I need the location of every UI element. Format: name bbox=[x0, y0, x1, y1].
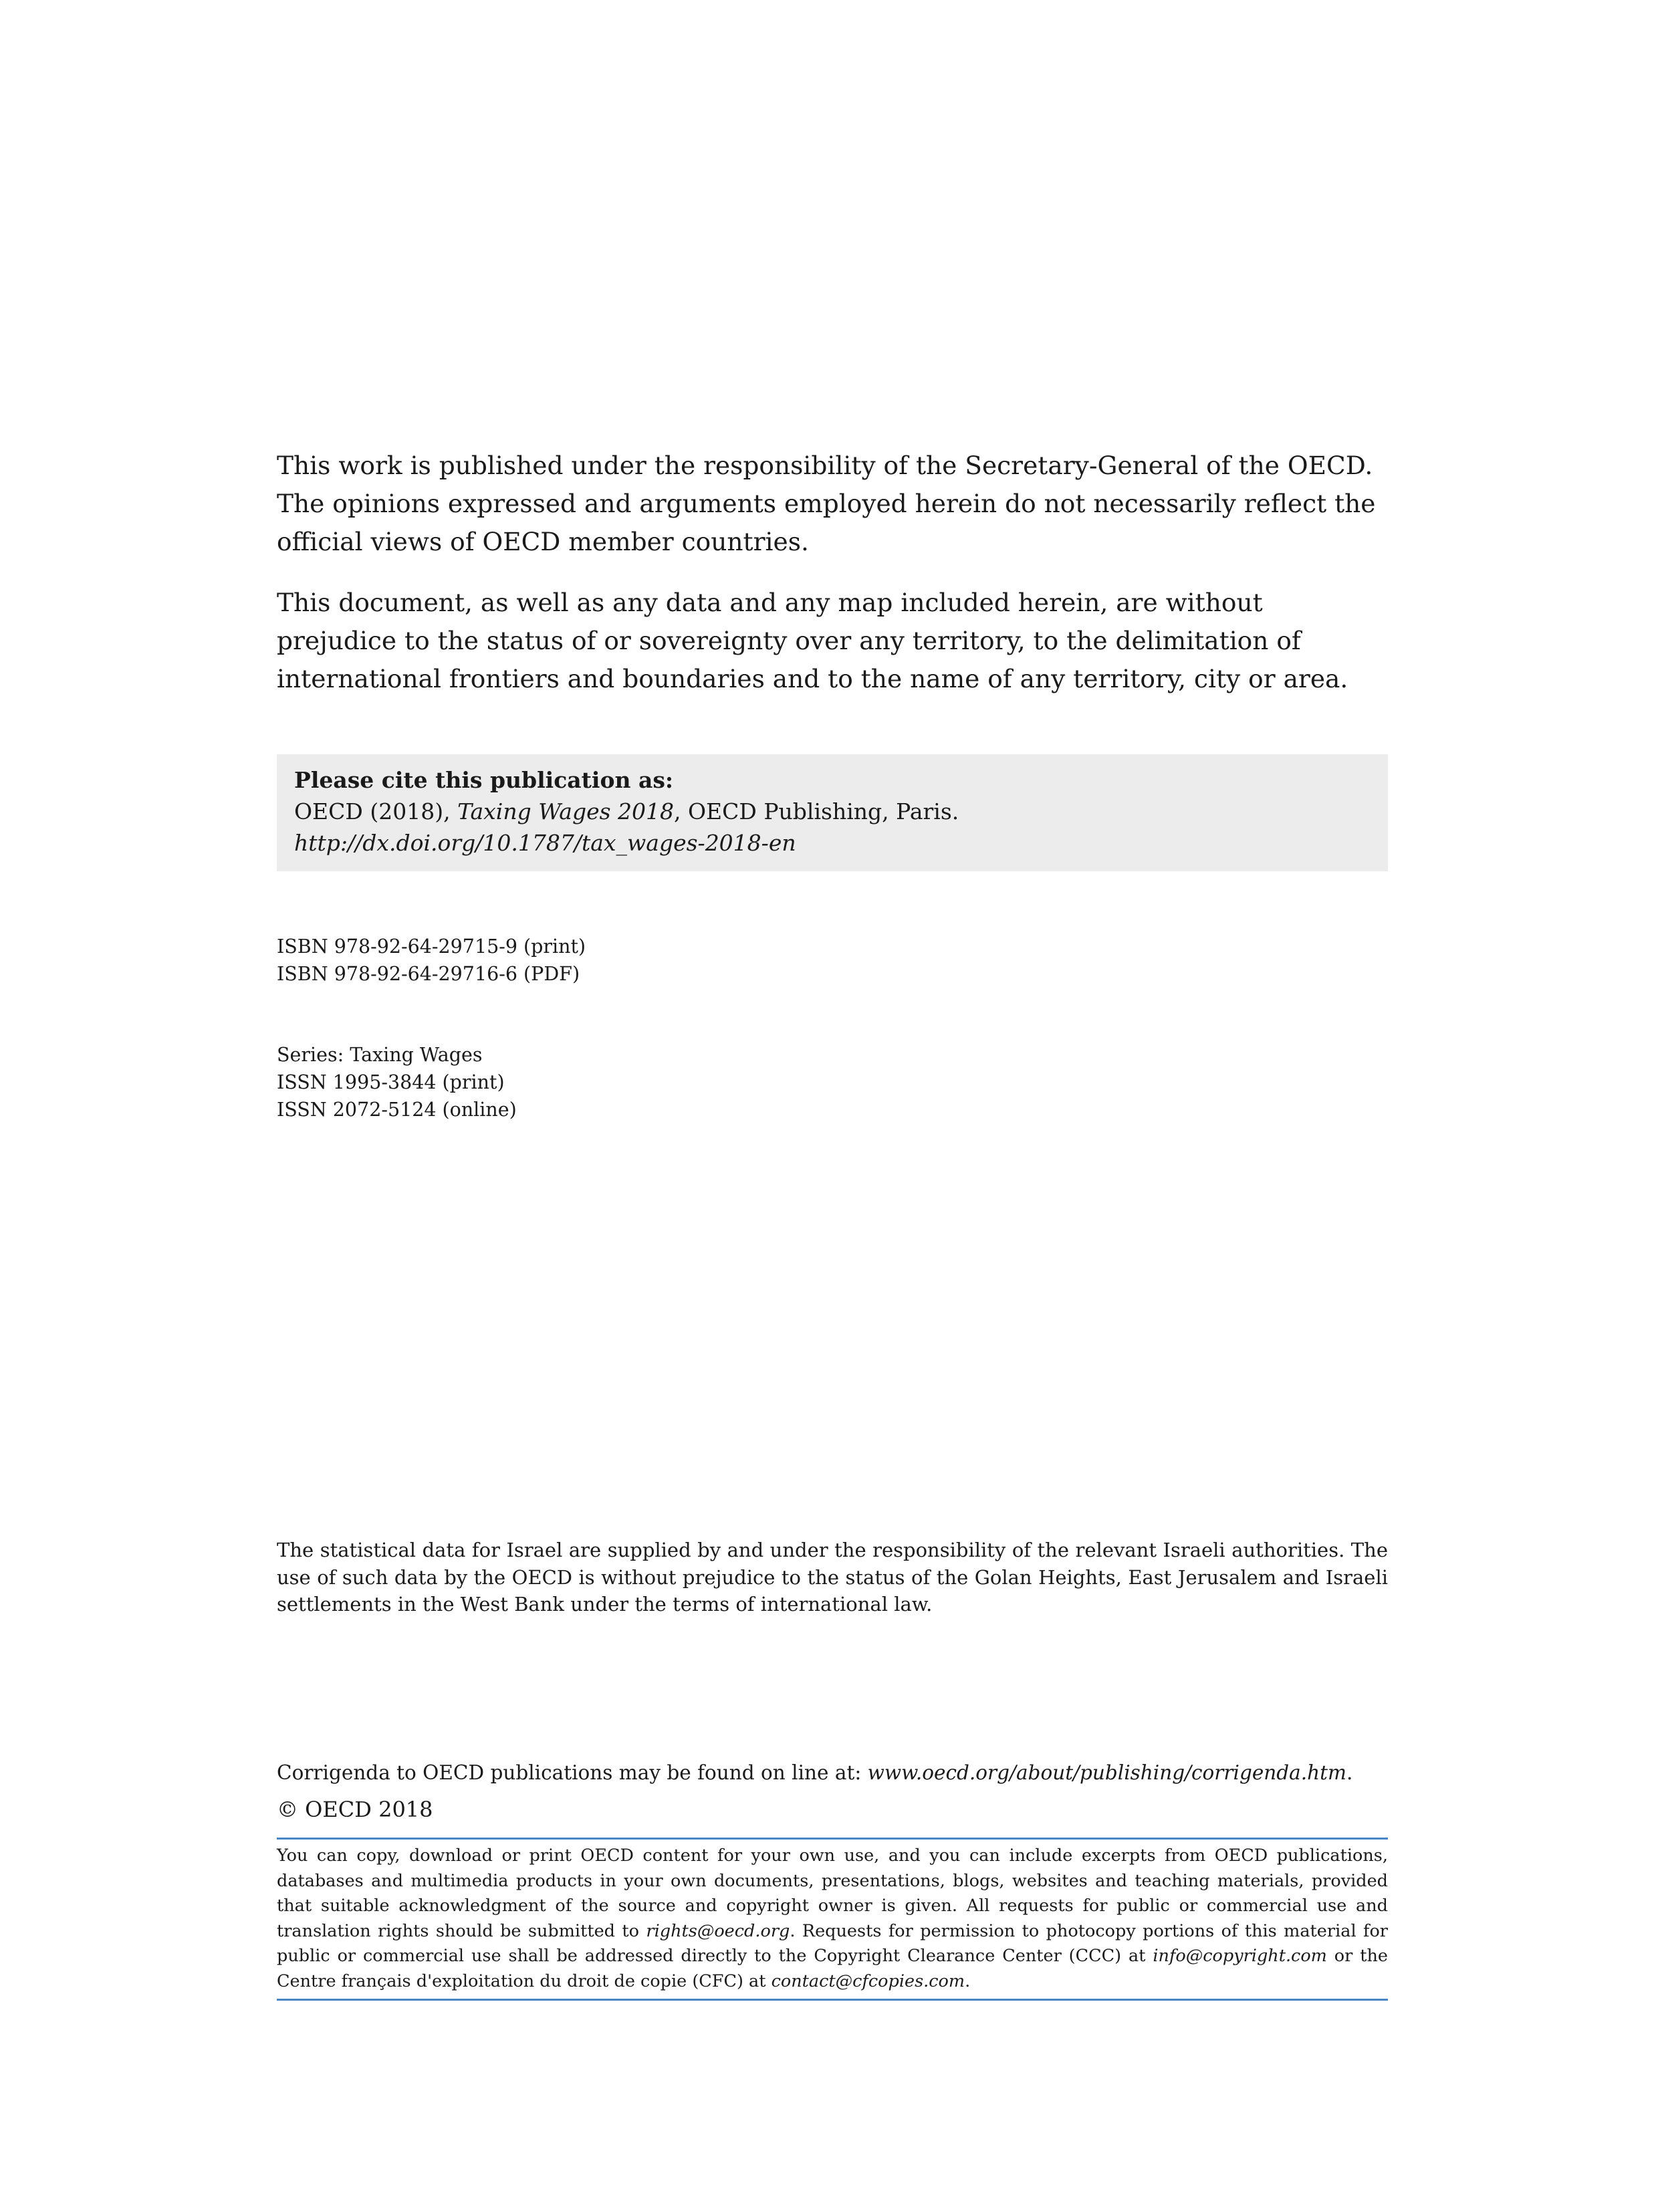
citation-title: Taxing Wages 2018 bbox=[457, 798, 675, 824]
series-name: Series: Taxing Wages bbox=[277, 1044, 483, 1066]
rights-rule-bottom bbox=[277, 1999, 1388, 2001]
corrigenda-link[interactable]: www.oecd.org/about/publishing/corrigenda.htm bbox=[867, 1761, 1346, 1784]
issn-print: ISSN 1995-3844 (print) bbox=[277, 1071, 505, 1093]
corrigenda-text: Corrigenda to OECD publications may be found on line at: bbox=[277, 1761, 868, 1784]
isbn-block bbox=[277, 933, 1388, 988]
disclaimer-paragraph-territory: This document, as well as any data and any map included herein, are without prejudice to the status of or sovereignty over any territory, to the delimitation of international frontiers and boundaries and to the name of any territory, city or area. bbox=[277, 588, 1348, 693]
disclaimer-paragraph-responsibility: This work is published under the responsibility of the Secretary-General of the OECD. The opinions expressed and arguments employed herein do not necessarily reflect the official views of OECD member countries. bbox=[277, 451, 1376, 556]
isbn-pdf: ISBN 978-92-64-29716-6 (PDF) bbox=[277, 963, 580, 985]
citation-doi-link[interactable]: http://dx.doi.org/10.1787/tax_wages-2018-en bbox=[294, 830, 796, 856]
citation-prefix: OECD (2018), bbox=[294, 798, 458, 824]
copyright-notice: © OECD 2018 bbox=[277, 1797, 433, 1822]
isbn-print: ISBN 978-92-64-29715-9 (print) bbox=[277, 935, 586, 958]
series-block bbox=[277, 1041, 1388, 1123]
rights-text-1: You can copy, download or print OECD content for your own use, and you can include excerpts from OECD publications, databases and multimedia products in your own documents, presentations, blogs, websites and teaching materials, provided that suitable acknowledgment of the source and copyright owner is given. All requests for public or commercial use and translation rights should be submitted to bbox=[277, 1846, 1388, 1941]
citation-line bbox=[294, 796, 1371, 827]
rights-email-link[interactable]: rights@oecd.org bbox=[646, 1920, 790, 1941]
ccc-email-link[interactable]: info@copyright.com bbox=[1153, 1946, 1327, 1966]
rights-text-2: . Requests for permission to photocopy portions of this material for public or commercial use shall be addressed directly to the Copyright Clearance Center (CCC) at bbox=[277, 1920, 1388, 1966]
citation-suffix: , OECD Publishing, Paris. bbox=[674, 798, 959, 824]
citation-box bbox=[277, 754, 1388, 871]
corrigenda-end: . bbox=[1346, 1761, 1353, 1784]
rights-text-3: or the Centre français d'exploitation du droit de copie (CFC) at bbox=[277, 1946, 1388, 1991]
rights-rule-top bbox=[277, 1838, 1388, 1840]
issn-online: ISSN 2072-5124 (online) bbox=[277, 1099, 517, 1121]
israel-note: The statistical data for Israel are supplied by and under the responsibility of the relevant Israeli authorities. The use of such data by the OECD is without prejudice to the status of the Golan Heights, East Jerusalem and Israeli settlements in the West Bank under the terms of international law. bbox=[277, 1539, 1388, 1616]
corrigenda-line bbox=[277, 1758, 1388, 1787]
rights-paragraph bbox=[277, 1844, 1388, 1994]
citation-heading: Please cite this publication as: bbox=[294, 767, 674, 793]
rights-text-4: . bbox=[965, 1971, 971, 1991]
disclaimer-block bbox=[277, 447, 1388, 698]
cfc-email-link[interactable]: contact@cfcopies.com bbox=[771, 1971, 965, 1991]
